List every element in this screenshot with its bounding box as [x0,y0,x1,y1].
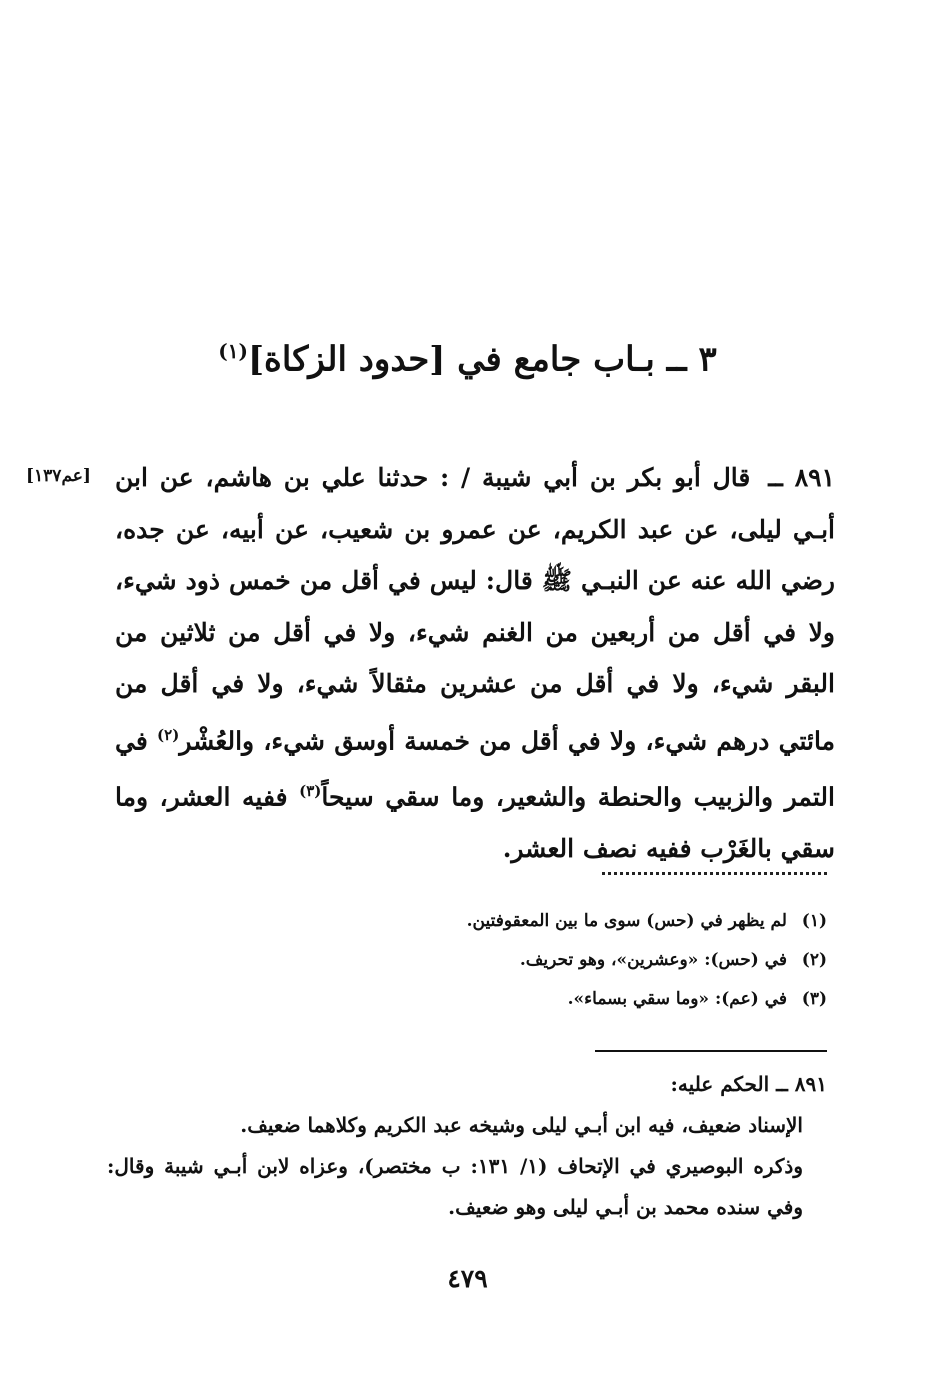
ruling-line-1: الإسناد ضعيف، فيه ابن أبـي ليلى وشيخه عبد الكريم وكلاهما ضعيف. [240,1113,803,1137]
hadith-body-part1: قال أبو بكر بن أبي شيبة / : حدثنا علي بن هاشم، عن ابن أبـي ليلى، عن عبد الكريم، عن عمرو بن شعيب، عن أبيه، عن جده، رضي الله عنه عن النبـي ﷺ قال: ليس في أقل من خمس ذود شيء، ولا في أقل من أربعين من الغنم شيء، ولا في أقل من ثلاثين من البقر شيء، ولا في أقل من عشرين مثقالاً شيء، ولا في أقل من مائتي درهم شيء، ولا في أقل من خمسة أوسق شيء، والعُشْر [115,463,835,755]
footnote-ref-3: (٣) [299,782,322,801]
chapter-footnote-ref: (١) [218,339,248,363]
chapter-title-text: ٣ ــ بـاب جامع في [حدود الزكاة] [247,339,717,380]
footnote-separator [602,866,827,875]
ruling-line-2: وذكره البوصيري في الإتحاف (١/ ١٣١: ب مختصر)، وعزاه لابن أبـي شيبة وقال: وفي سنده محمد بن أبـي ليلى وهو ضعيف. [107,1154,803,1219]
footnote-text: في (حس): «وعشرين»، وهو تحريف. [519,950,787,970]
footnote-item [107,902,827,941]
footnote-number: (٢) [801,950,827,970]
footnote-number: (٣) [801,989,827,1009]
page-number: ٤٧٩ [447,1264,488,1293]
hadith-number: ٨٩١ ــ [768,463,835,492]
footnotes [107,902,827,1019]
hadith-text [115,452,835,875]
footnote-item [107,980,827,1019]
footnote-text: في (عم): «وما سقي بسماء». [567,989,787,1009]
footnote-ref-2: (٢) [157,725,180,744]
ruling-separator [595,1050,827,1052]
hadith-body-part2: في التمر والزبيب والحنطة والشعير، وما سقي سيحاً [115,725,835,812]
ruling-heading: ٨٩١ ــ الحكم عليه: [670,1072,827,1096]
ruling-section [107,1064,827,1228]
footnote-number: (١) [801,911,827,931]
margin-manuscript-ref: [عم١٣٧] [26,466,91,486]
hadith-body-part3: ففيه العشر، وما سقي بالغَرْب ففيه نصف العشر. [115,782,835,864]
footnote-item [107,941,827,980]
footnote-text: لم يظهر في (حس) سوى ما بين المعقوفتين. [466,911,787,931]
chapter-title [0,326,935,384]
